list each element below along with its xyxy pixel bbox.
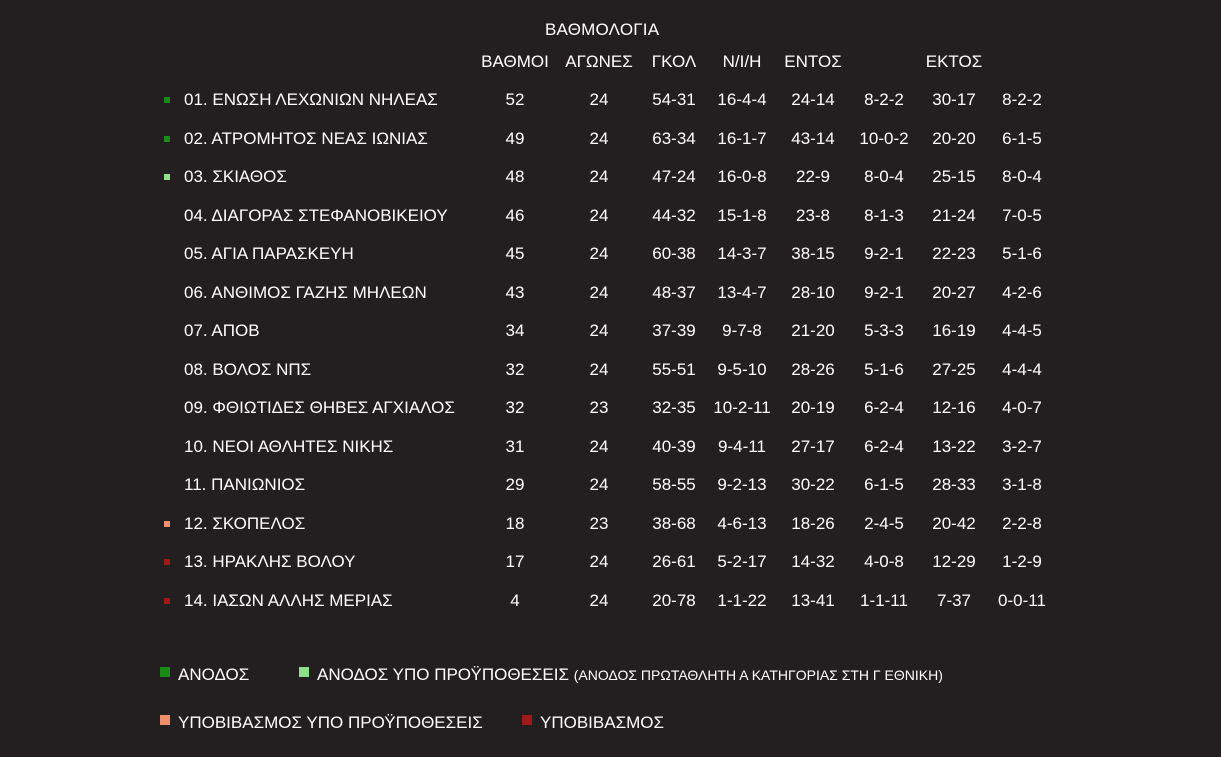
- goals-cell: 48-37: [652, 282, 696, 302]
- team-name: 08. ΒΟΛΟΣ ΝΠΣ: [184, 359, 312, 379]
- home-goals-cell: 24-14: [791, 90, 835, 109]
- games-cell: 24: [589, 282, 609, 302]
- home-goals-cell: 18-26: [791, 513, 835, 533]
- header-home: ΕΝΤΟΣ: [784, 52, 842, 71]
- table-row: [0, 466, 1221, 504]
- points-cell: 32: [505, 359, 525, 379]
- home-wdl-cell: 9-2-1: [864, 244, 904, 263]
- away-wdl-cell: 2-2-8: [1002, 513, 1042, 533]
- goals-cell: 44-32: [652, 205, 696, 225]
- home-wdl-cell: 8-0-4: [864, 167, 904, 186]
- header-wdl: Ν/Ι/Η: [722, 52, 762, 71]
- points-cell: 4: [510, 590, 520, 610]
- points-cell: 46: [505, 205, 525, 225]
- games-cell: 24: [589, 128, 609, 148]
- away-wdl-cell: 4-0-7: [1002, 398, 1042, 417]
- promotion-legend-label: ΑΝΟΔΟΣ: [178, 665, 250, 684]
- away-goals-cell: 22-23: [932, 244, 976, 263]
- home-goals-cell: 27-17: [791, 436, 835, 456]
- points-cell: 45: [505, 244, 525, 263]
- points-cell: 17: [505, 552, 525, 571]
- wdl-cell: 15-1-8: [717, 205, 767, 225]
- standings-title: ΒΑΘΜΟΛΟΓΙΑ: [545, 20, 660, 39]
- wdl-cell: 13-4-7: [717, 282, 767, 302]
- wdl-cell: 5-2-17: [717, 552, 767, 571]
- away-goals-cell: 13-22: [932, 436, 976, 456]
- away-wdl-cell: 8-0-4: [1002, 167, 1042, 186]
- conditional-promotion-legend-swatch: [299, 667, 309, 677]
- goals-cell: 60-38: [652, 244, 696, 263]
- promotion-marker: [164, 136, 170, 142]
- conditional-promotion-legend: [317, 665, 943, 685]
- home-goals-cell: 38-15: [791, 244, 835, 263]
- team-name: 06. ΑΝΘΙΜΟΣ ΓΑΖΗΣ ΜΗΛΕΩΝ: [184, 282, 427, 302]
- home-wdl-cell: 6-2-4: [864, 436, 904, 456]
- team-name: 11. ΠΑΝΙΩΝΙΟΣ: [184, 475, 306, 494]
- games-cell: 24: [589, 90, 609, 109]
- table-row: [0, 274, 1221, 312]
- home-wdl-cell: 6-2-4: [864, 398, 904, 417]
- away-wdl-cell: 5-1-6: [1002, 244, 1042, 263]
- conditional-promotion-legend-label: ΑΝΟΔΟΣ ΥΠΟ ΠΡΟΫΠΟΘΕΣΕΙΣ: [317, 665, 569, 684]
- points-cell: 49: [505, 128, 525, 148]
- team-name: 14. ΙΑΣΩΝ ΑΛΛΗΣ ΜΕΡΙΑΣ: [184, 590, 393, 610]
- games-cell: 24: [589, 244, 609, 263]
- table-row: [0, 197, 1221, 235]
- table-row: [0, 235, 1221, 273]
- points-cell: 18: [505, 513, 525, 533]
- table-row: [0, 158, 1221, 196]
- wdl-cell: 4-6-13: [717, 513, 767, 533]
- goals-cell: 20-78: [652, 590, 696, 610]
- goals-cell: 40-39: [652, 436, 696, 456]
- home-goals-cell: 13-41: [791, 590, 835, 610]
- games-cell: 24: [589, 436, 609, 456]
- team-name: 03. ΣΚΙΑΘΟΣ: [184, 167, 287, 186]
- home-wdl-cell: 8-1-3: [864, 205, 904, 225]
- table-row: [0, 428, 1221, 466]
- away-goals-cell: 20-27: [932, 282, 976, 302]
- away-wdl-cell: 4-2-6: [1002, 282, 1042, 302]
- team-name: 01. ΕΝΩΣΗ ΛΕΧΩΝΙΩΝ ΝΗΛΕΑΣ: [184, 90, 438, 109]
- team-name: 02. ΑΤΡΟΜΗΤΟΣ ΝΕΑΣ ΙΩΝΙΑΣ: [184, 128, 428, 148]
- team-name: 10. ΝΕΟΙ ΑΘΛΗΤΕΣ ΝΙΚΗΣ: [184, 436, 394, 456]
- home-goals-cell: 14-32: [791, 552, 835, 571]
- home-wdl-cell: 8-2-2: [864, 90, 904, 109]
- away-goals-cell: 12-29: [932, 552, 976, 571]
- away-wdl-cell: 3-1-8: [1002, 475, 1042, 494]
- relegation-legend-label: ΥΠΟΒΙΒΑΣΜΟΣ: [540, 713, 664, 732]
- points-cell: 29: [505, 475, 525, 494]
- games-cell: 24: [589, 167, 609, 186]
- home-wdl-cell: 1-1-11: [860, 590, 908, 610]
- goals-cell: 63-34: [652, 128, 696, 148]
- home-goals-cell: 21-20: [791, 321, 835, 340]
- home-goals-cell: 30-22: [791, 475, 835, 494]
- table-row: [0, 120, 1221, 158]
- wdl-cell: 1-1-22: [717, 590, 767, 610]
- relegation-marker: [164, 559, 170, 565]
- away-goals-cell: 7-37: [936, 590, 972, 610]
- away-wdl-cell: 7-0-5: [1002, 205, 1042, 225]
- goals-cell: 58-55: [652, 475, 696, 494]
- table-row: [0, 582, 1221, 620]
- team-name: 05. ΑΓΙΑ ΠΑΡΑΣΚΕΥΗ: [184, 244, 354, 263]
- home-wdl-cell: 10-0-2: [859, 128, 909, 148]
- away-wdl-cell: 4-4-4: [1002, 359, 1042, 379]
- away-goals-cell: 16-19: [932, 321, 976, 340]
- home-goals-cell: 22-9: [795, 167, 831, 186]
- games-cell: 24: [589, 552, 609, 571]
- home-wdl-cell: 5-3-3: [864, 321, 904, 340]
- points-cell: 52: [505, 90, 525, 109]
- conditional-promotion-legend-note: (ΑΝΟΔΟΣ ΠΡΩΤΑΘΛΗΤΗ Α ΚΑΤΗΓΟΡΙΑΣ ΣΤΗ Γ ΕΘΝΙΚΗ): [573, 667, 943, 683]
- games-cell: 24: [589, 590, 609, 610]
- conditional-relegation-legend-label: ΥΠΟΒΙΒΑΣΜΟΣ ΥΠΟ ΠΡΟΫΠΟΘΕΣΕΙΣ: [178, 713, 483, 732]
- games-cell: 23: [589, 398, 609, 417]
- away-goals-cell: 20-20: [932, 128, 976, 148]
- table-row: [0, 81, 1221, 119]
- conditional-relegation-legend-swatch: [160, 715, 170, 725]
- points-cell: 34: [505, 321, 525, 340]
- home-goals-cell: 28-10: [791, 282, 835, 302]
- team-name: 04. ΔΙΑΓΟΡΑΣ ΣΤΕΦΑΝΟΒΙΚΕΙΟΥ: [184, 205, 448, 225]
- goals-cell: 54-31: [652, 90, 696, 109]
- games-cell: 24: [589, 321, 609, 340]
- relegation-legend-swatch: [522, 715, 532, 725]
- wdl-cell: 16-1-7: [717, 128, 767, 148]
- goals-cell: 55-51: [652, 359, 696, 379]
- home-goals-cell: 43-14: [791, 128, 835, 148]
- games-cell: 24: [589, 205, 609, 225]
- promotion-legend-swatch: [160, 667, 170, 677]
- wdl-cell: 9-2-13: [717, 475, 767, 494]
- away-wdl-cell: 8-2-2: [1002, 90, 1042, 109]
- wdl-cell: 16-0-8: [717, 167, 767, 186]
- away-wdl-cell: 4-4-5: [1002, 321, 1042, 340]
- games-cell: 24: [589, 475, 609, 494]
- away-goals-cell: 27-25: [932, 359, 976, 379]
- wdl-cell: 10-2-11: [713, 398, 771, 417]
- home-wdl-cell: 9-2-1: [864, 282, 904, 302]
- away-goals-cell: 20-42: [932, 513, 976, 533]
- conditional-relegation-marker: [164, 521, 170, 527]
- team-name: 09. ΦΘΙΩΤΙΔΕΣ ΘΗΒΕΣ ΑΓΧΙΑΛΟΣ: [184, 398, 455, 417]
- goals-cell: 26-61: [652, 552, 696, 571]
- goals-cell: 47-24: [652, 167, 696, 186]
- team-name: 12. ΣΚΟΠΕΛΟΣ: [184, 513, 306, 533]
- away-goals-cell: 28-33: [932, 475, 976, 494]
- table-row: [0, 312, 1221, 350]
- header-games: ΑΓΩΝΕΣ: [565, 52, 633, 71]
- relegation-marker: [164, 598, 170, 604]
- wdl-cell: 16-4-4: [717, 90, 767, 109]
- home-wdl-cell: 4-0-8: [864, 552, 904, 571]
- table-row: [0, 389, 1221, 427]
- header-goals: ΓΚΟΛ: [651, 52, 697, 71]
- away-goals-cell: 21-24: [932, 205, 976, 225]
- wdl-cell: 14-3-7: [717, 244, 767, 263]
- games-cell: 23: [589, 513, 609, 533]
- table-row: [0, 351, 1221, 389]
- points-cell: 31: [505, 436, 525, 456]
- promotion-marker: [164, 97, 170, 103]
- goals-cell: 37-39: [652, 321, 696, 340]
- away-wdl-cell: 6-1-5: [1002, 128, 1042, 148]
- away-goals-cell: 25-15: [932, 167, 976, 186]
- table-row: [0, 505, 1221, 543]
- points-cell: 48: [505, 167, 525, 186]
- wdl-cell: 9-4-11: [718, 436, 766, 456]
- goals-cell: 38-68: [652, 513, 696, 533]
- away-goals-cell: 30-17: [932, 90, 976, 109]
- home-wdl-cell: 5-1-6: [864, 359, 904, 379]
- header-points: ΒΑΘΜΟΙ: [481, 52, 549, 71]
- home-wdl-cell: 2-4-5: [864, 513, 904, 533]
- home-goals-cell: 23-8: [795, 205, 831, 225]
- away-wdl-cell: 3-2-7: [1002, 436, 1042, 456]
- team-name: 07. ΑΠΟΒ: [184, 321, 260, 340]
- goals-cell: 32-35: [652, 398, 696, 417]
- away-wdl-cell: 0-0-11: [998, 590, 1046, 610]
- header-away: ΕΚΤΟΣ: [925, 52, 983, 71]
- wdl-cell: 9-7-8: [722, 321, 762, 340]
- away-wdl-cell: 1-2-9: [1002, 552, 1042, 571]
- home-goals-cell: 20-19: [791, 398, 835, 417]
- conditional-promotion-marker: [164, 174, 170, 180]
- home-wdl-cell: 6-1-5: [864, 475, 904, 494]
- away-goals-cell: 12-16: [932, 398, 976, 417]
- table-row: [0, 543, 1221, 581]
- points-cell: 43: [505, 282, 525, 302]
- points-cell: 32: [505, 398, 525, 417]
- team-name: 13. ΗΡΑΚΛΗΣ ΒΟΛΟΥ: [184, 552, 356, 571]
- home-goals-cell: 28-26: [791, 359, 835, 379]
- wdl-cell: 9-5-10: [717, 359, 767, 379]
- games-cell: 24: [589, 359, 609, 379]
